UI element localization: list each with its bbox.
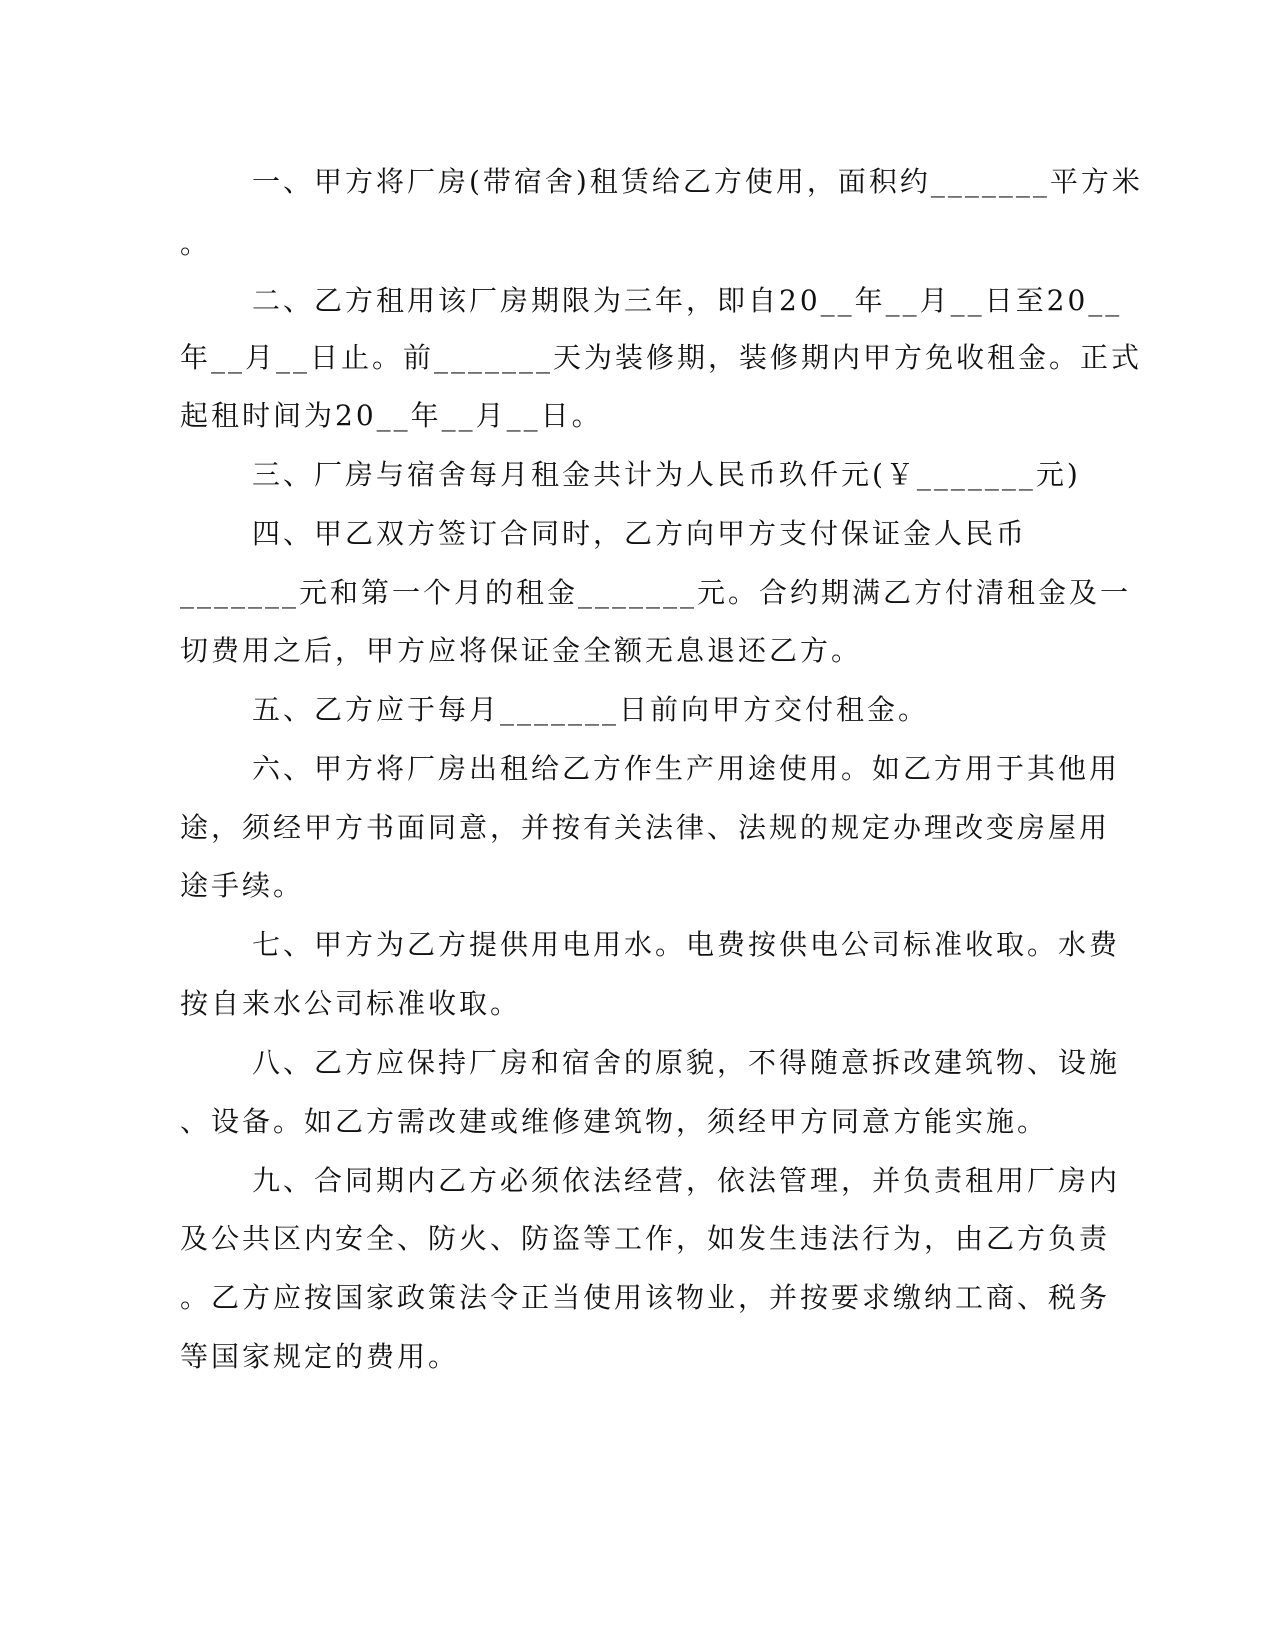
clause-4-line-3: 切费用之后，甲方应将保证金全额无息退还乙方。 [180,634,863,667]
clause-6-line-2: 途，须经甲方书面同意，并按有关法律、法规的规定办理改变房屋用 [180,811,1111,844]
clause-2-line-1: 二、乙方租用该厂房期限为三年，即自20__年__月__日至20__ [252,284,1123,317]
clause-9-line-4: 等国家规定的费用。 [180,1340,460,1373]
clause-7-line-2: 按自来水公司标准收取。 [180,987,522,1020]
clause-8-line-2: 、设备。如乙方需改建或维修建筑物，须经甲方同意方能实施。 [180,1105,1049,1138]
clause-9-line-2: 及公共区内安全、防火、防盗等工作，如发生违法行为，由乙方负责 [180,1222,1111,1255]
clause-4-line-2: _______元和第一个月的租金_______元。合约期满乙方付清租金及一 [180,576,1132,609]
clause-7-line-1: 七、甲方为乙方提供用电用水。电费按供电公司标准收取。水费 [252,928,1121,961]
clause-2-line-3: 起租时间为20__年__月__日。 [180,399,603,432]
clause-1-line-1: 一、甲方将厂房(带宿舍)租赁给乙方使用，面积约_______平方米 [252,165,1143,198]
clause-1-line-2: 。 [180,227,212,260]
clause-9-line-3: 。乙方应按国家政策法令正当使用该物业，并按要求缴纳工商、税务 [180,1281,1111,1314]
clause-3-line-1: 三、厂房与宿舍每月租金共计为人民币玖仟元(￥_______元) [252,458,1081,491]
clause-9-line-1: 九、合同期内乙方必须依法经营，依法管理，并负责租用厂房内 [252,1164,1121,1197]
clause-4-line-1: 四、甲乙双方签订合同时，乙方向甲方支付保证金人民币 [252,517,1028,550]
clause-5-line-1: 五、乙方应于每月_______日前向甲方交付租金。 [252,693,930,726]
clause-2-line-2: 年__月__日止。前_______天为装修期，装修期内甲方免收租金。正式 [180,341,1143,374]
clause-8-line-1: 八、乙方应保持厂房和宿舍的原貌，不得随意拆改建筑物、设施 [252,1046,1121,1079]
clause-6-line-1: 六、甲方将厂房出租给乙方作生产用途使用。如乙方用于其他用 [252,752,1121,785]
clause-6-line-3: 途手续。 [180,869,305,902]
